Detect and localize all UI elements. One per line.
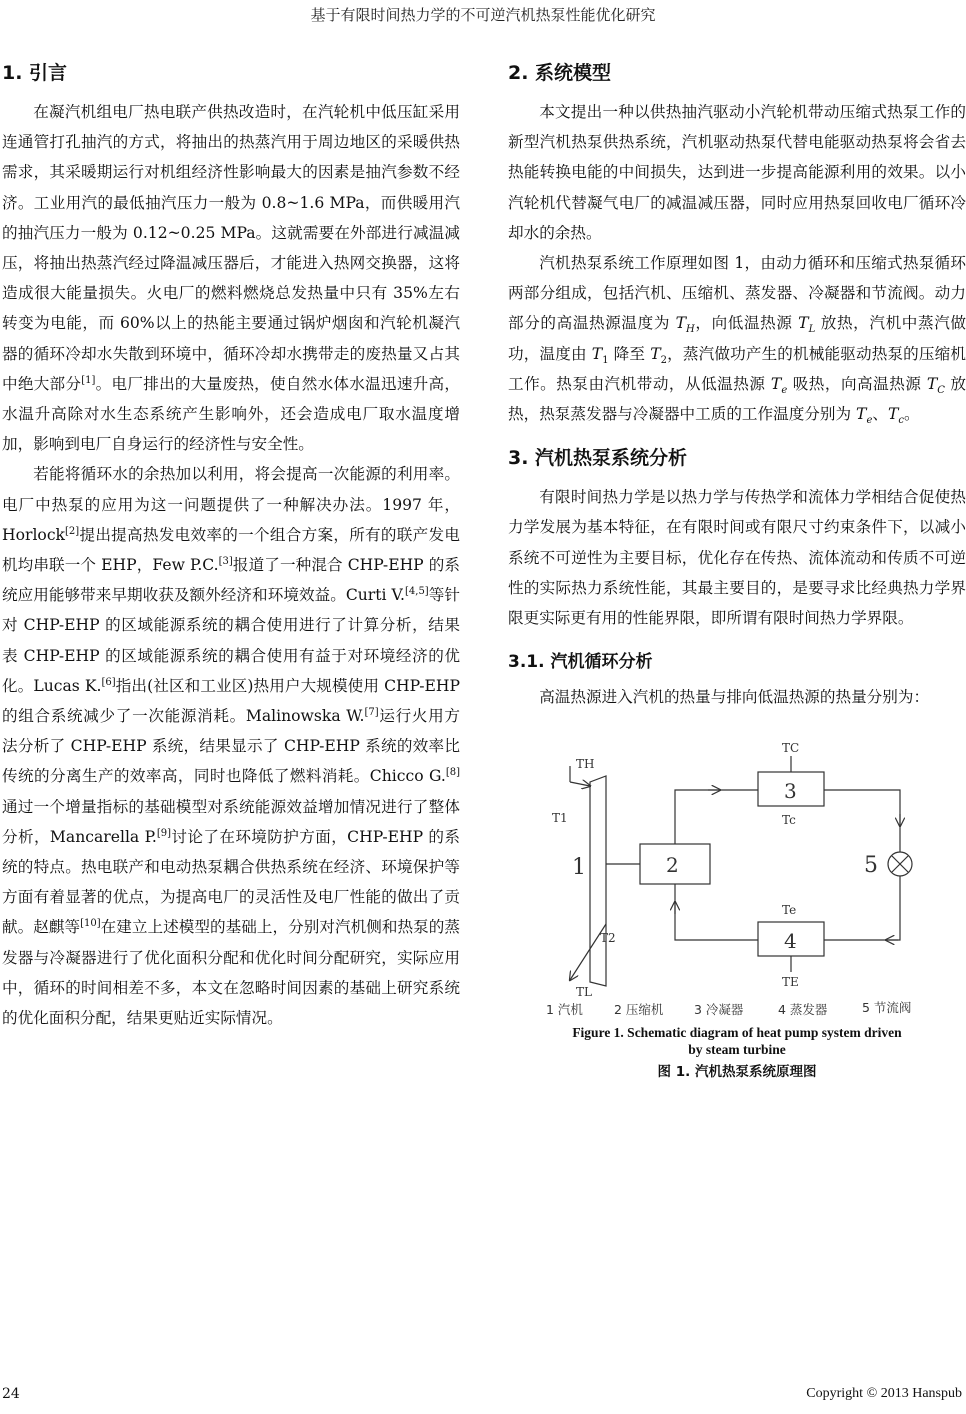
th-arrow	[570, 782, 590, 786]
section-1-paragraph-1: 在凝汽机组电厂热电联产供热改造时，在汽轮机中低压缸采用连通管打孔抽汽的方式，将抽出的热蒸汽用于周边地区的采暖供热需求，其采暖期运行对机组经济性影响最大的因素是抽汽参数不经济。工业用汽的最低抽汽压力一般为 0.8~1.6 MPa，而供暖用汽的抽汽压力一般为 0.12~0.25 MPa。这就需要在外部进行减温减压，将抽出热蒸汽经过降温减压器后，才能进入热网交换器，这将造成很大能量损失。火电厂的燃料燃烧总发热量中只有 35%左右转变为电能，而 60%以上的热能主要通过锅炉烟囱和汽轮机凝汽器的循环冷却水失散到环境中，循环冷却水携带走的废热量又占其中绝大部分[1]。电厂排出的大量废热，使自然水体水温迅速升高，水温升高除对水生态系统产生影响外，还会造成电厂取水温度增加，影响到电厂自身运行的经济性与安全性。	[2, 103, 460, 454]
legend-5: 5 节流阀	[862, 1000, 912, 1016]
citation-8[interactable]: [8]	[445, 767, 460, 779]
label-tl: TL	[576, 985, 592, 1000]
figure-caption-zh: 图 1. 汽机热泵系统原理图	[657, 1064, 817, 1081]
left-column	[2, 58, 460, 1033]
section-1-title: 1. 引言	[2, 62, 68, 84]
section-3-1-title: 3.1. 汽机循环分析	[508, 652, 653, 673]
label-tc: Tc	[782, 813, 796, 828]
label-te: Te	[782, 903, 797, 918]
copyright: Copyright © 2013 Hanspub	[806, 1386, 962, 1401]
citation-10[interactable]: [10]	[80, 918, 101, 930]
section-1-paragraph-2: 若能将循环水的余热加以利用，将会提高一次能源的利用率。电厂中热泵的应用为这一问题提供了一种解决办法。1997 年，Horlock[2]提出提高热发电效率的一个组合方案，所有的联产发电机均串联一个 EHP，Few P.C.[3]报道了一种混合 CHP-EHP 的系统应用能够带来早期收获及额外经济和环境效益。Curti V.[4,5]等针对 CHP-EHP 的区域能源系统的耦合使用进行了计算分析，结果表 CHP-EHP 的区域能源系统的耦合使用有益于对环境经济的优化。Lucas K.[6]指出(社区和工业区)热用户大规模使用 CHP-EHP 的组合系统减少了一次能源消耗。Malinowska W.[7]运行火用方法分析了 CHP-EHP 系统，结果显示了 CHP-EHP 系统的效率比传统的分离生产的效率高，同时也降低了燃料消耗。Chicco G.[8]通过一个增量指标的基础模型对系统能源效益增加情况进行了整体分析，Mancarella P.[9]讨论了在环境防护方面，CHP-EHP 的系统的特点。热电联产和电动热泵耦合供热系统在经济、环境保护等方面有着显著的优点，为提高电厂的灵活性及电厂性能的做出了贡献。赵麒等[10]在建立上述模型的基础上，分别对汽机侧和热泵的蒸发器与冷凝器进行了优化面积分配和优化时间分配研究，实际应用中，循环的时间相差不多，本文在忽略时间因素的基础上研究系统的优化面积分配，结果更贴近实际情况。	[2, 465, 460, 1028]
label-t1: T1	[552, 811, 568, 826]
figure-caption-en: Figure 1. Schematic diagram of heat pump system driven by steam turbine	[572, 1025, 902, 1058]
section-3-title: 3. 汽机热泵系统分析	[508, 447, 688, 470]
label-4: 4	[784, 929, 797, 954]
section-3-paragraph-1: 有限时间热力学是以热力学与传热学和流体力学相结合促使热力学发展为基本特征，在有限时间或有限尺寸约束条件下，以减小系统不可逆性为主要目标，优化存在传热、流体流动和传质不可逆性的实际热力系统性能，其最主要目的，是要寻求比经典热力学界限更实际更有用的性能界限，即所谓有限时间热力学界限。	[508, 488, 966, 628]
legend-3: 3 冷凝器	[694, 1002, 744, 1018]
right-column	[508, 58, 966, 1080]
citation-1[interactable]: [1]	[81, 374, 96, 386]
label-th: TH	[576, 757, 595, 772]
pipe-evaporator-compressor	[675, 884, 758, 940]
legend-2: 2 压缩机	[614, 1002, 664, 1018]
pipe-condenser-valve	[824, 790, 900, 852]
citation-7[interactable]: [7]	[364, 706, 379, 718]
label-t2: T2	[600, 931, 616, 946]
legend-1: 1 汽机	[546, 1002, 583, 1018]
figure-1	[508, 724, 966, 1018]
page-number: 24	[2, 1386, 20, 1402]
section-2-paragraph-1: 本文提出一种以供热抽汽驱动小汽轮机带动压缩式热泵工作的新型汽机热泵供热系统，汽机驱动热泵代替电能驱动热泵将会省去热能转换电能的中间损失，达到进一步提高能源利用的效果。以小汽轮机代替凝气电厂的减温减压器，同时应用热泵回收电厂循环冷却水的余热。	[508, 103, 966, 242]
legend-4: 4 蒸发器	[778, 1002, 828, 1018]
label-3: 3	[784, 779, 797, 804]
section-3-1-paragraph-1: 高温热源进入汽机的热量与排向低温热源的热量分别为：	[539, 688, 930, 707]
pipe-compressor-condenser	[675, 790, 758, 844]
schematic-diagram	[508, 724, 966, 1018]
citation-4-5[interactable]: [4,5]	[405, 586, 429, 598]
section-2-paragraph-2: 汽机热泵系统工作原理如图 1，由动力循环和压缩式热泵循环两部分组成，包括汽机、压缩机、蒸发器、冷凝器和节流阀。动力部分的高温热源温度为 $T_H$，向低温热源 $T_L$ 放热，汽机中蒸汽做功，温度由 $T_1$ 降至 $T_2$，蒸汽做功产生的机械能驱动热泵的压缩机工作。热泵由汽机带动，从低温热源 $T_e$ 吸热，向高温热源 $T_C$ 放热，热泵蒸发器与冷凝器中工质的工作温度分别为 $T_e$、$T_c$。	[508, 254, 966, 427]
label-te-bottom: TE	[782, 975, 799, 990]
label-5: 5	[864, 853, 878, 879]
label-2: 2	[666, 853, 679, 878]
running-head: 基于有限时间热力学的不可逆汽机热泵性能优化研究	[310, 6, 656, 24]
citation-2[interactable]: [2]	[65, 525, 80, 537]
citation-3[interactable]: [3]	[218, 555, 233, 567]
turbine-shape	[590, 776, 606, 986]
citation-9[interactable]: [9]	[156, 827, 172, 839]
label-tc-top: TC	[782, 741, 800, 756]
pipe-valve-evaporator	[824, 876, 900, 940]
citation-6[interactable]: [6]	[101, 676, 116, 688]
label-1: 1	[572, 855, 586, 881]
section-2-title: 2. 系统模型	[508, 62, 612, 84]
